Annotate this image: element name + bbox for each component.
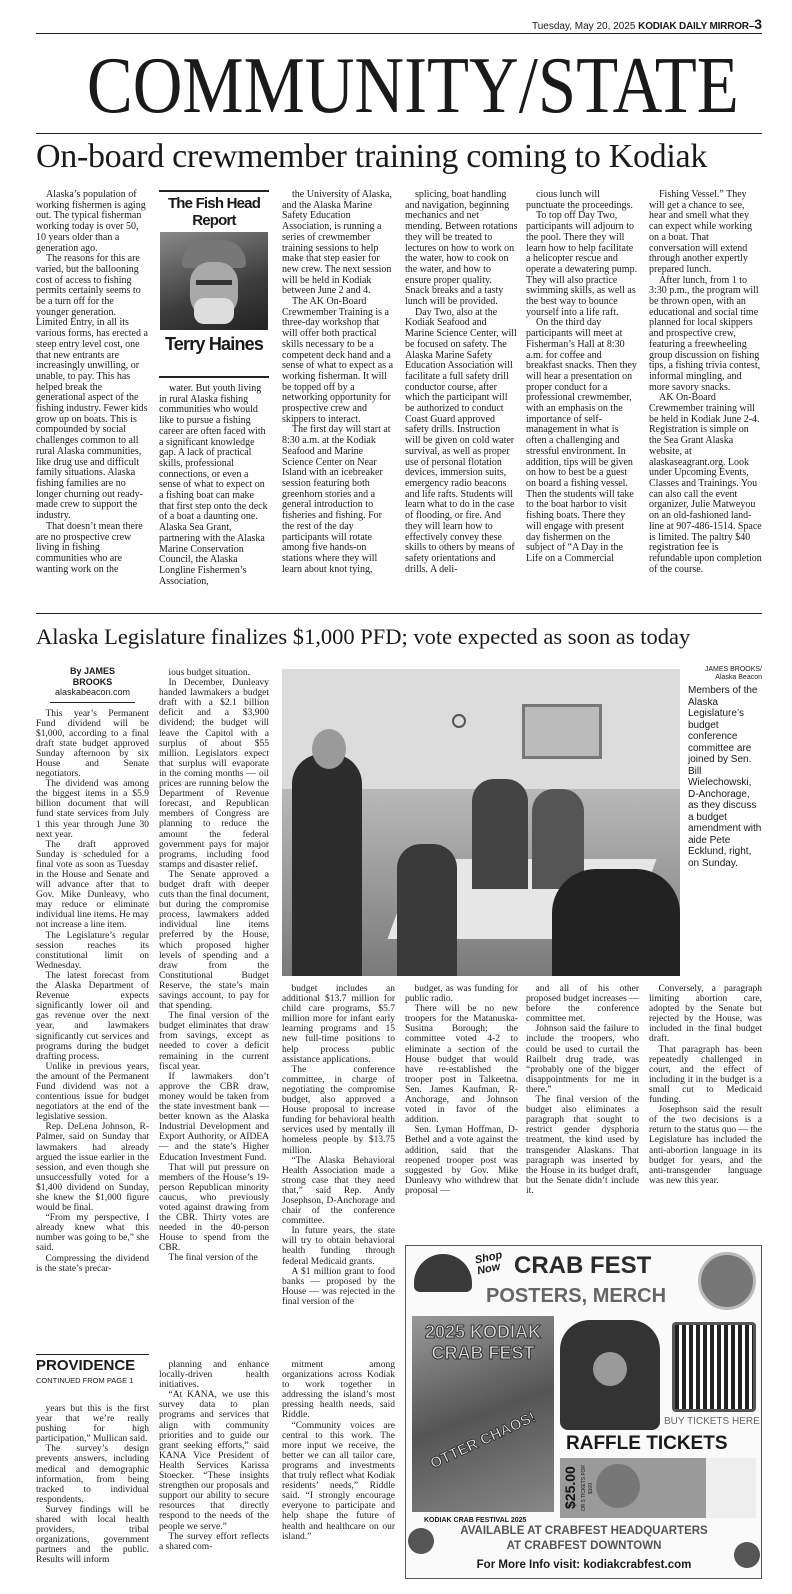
page-number: 3 xyxy=(754,16,762,32)
paragraph: If lawmakers don’t approve the CBR draw, money would be taken from the state investment bank — better known as the Alaska Industrial Development and Export Authority, or AIDEA — and the state’s Higher Education Investment Fund. xyxy=(159,1071,269,1163)
photo-caption xyxy=(688,666,762,869)
paragraph: The reasons for this are varied, but the ballooning cost of access to fishing permits certainly seems to be a turn off for the younger generation. Limited Entry, in all its various forms, has erected a steep entry level cost, one that new entrants are increasingly unwilling, or unable, to pay. This has helped break the generational aspect of the fishing industry. Fewer kids grow up on boats. This is compounded by social challenges common to all rural Alaska communities, like drug use and difficult family situations. Alaska fishing families are no longer churning out ready-made crew to support the industry. xyxy=(36,253,148,522)
downtown-line: AT CRABFEST DOWNTOWN xyxy=(506,1540,662,1552)
buy-tickets-link[interactable]: BUY TICKETS HERE xyxy=(664,1416,760,1427)
author: By JAMES BROOKS xyxy=(69,666,115,687)
paragraph: mitment among organizations across Kodiak to work together in addressing the island’s most pressing health needs, said Riddle. xyxy=(282,1360,395,1421)
article-column xyxy=(405,984,518,1196)
paragraph: The latest forecast from the Alaska Department of Revenue expects significantly lower oil and gas revenue over the next year, and lawmakers significantly cut services and programs during the budget drafting process. xyxy=(36,970,149,1062)
article-column xyxy=(159,384,269,587)
photo-credit: JAMES BROOKS/ Alaska Beacon xyxy=(704,666,762,681)
providence-header xyxy=(36,1356,149,1386)
paragraph: In future years, the state will try to obtain behavioral health funding through federal Medicaid grants. xyxy=(282,1226,395,1267)
paragraph: Alaska’s population of working fishermen is aging out. The typical fisherman working today is over 50, 10 years older than a generation ago. xyxy=(36,189,146,254)
paragraph: the University of Alaska, and the Alaska Marine Safety Education Association, is running a series of crewmember training sessions to help make that step easier for new crew. The next session will be held in Kodiak between June 2 and 4. xyxy=(282,189,392,297)
qr-code[interactable] xyxy=(672,1322,756,1412)
paragraph: The survey’s design prevents answers, including medical and demographic information, from being tracked to individual respondents. xyxy=(36,1444,149,1505)
kicker: PROVIDENCE xyxy=(36,1357,136,1374)
article-column xyxy=(526,190,639,565)
paper-name: KODIAK DAILY MIRROR xyxy=(638,21,749,32)
paragraph: Johnson said the failure to include the troopers, who could be used to curtail the Railbelt drug trade, was “probably one of the bigger disappointments for me in there.” xyxy=(526,1024,639,1095)
paragraph: That doesn’t mean there are no prospective crew living in fishing communities who are wanting work on the xyxy=(36,520,143,575)
paragraph: Unlike in previous years, the amount of the Permanent Fund dividend was not a contentious issue for budget negotiators at the end of the legislative session. xyxy=(36,1061,149,1123)
ad-subtitle: POSTERS, MERCH xyxy=(486,1285,667,1307)
caption-text: Members of the Alaska Legislature’s budget conference committee are joined by Sen. Bill Wielechowski, D-Anchorage, as they discuss a budget amendment with aide Pete Ecklund, right, on Sunday. xyxy=(688,685,762,869)
columnist-name: Terry Haines xyxy=(164,334,264,354)
paragraph: Conversely, a paragraph limiting abortion care, adopted by the Senate but rejected by the House, was included in the final budget draft. xyxy=(649,984,762,1045)
paragraph: Sen. Lyman Hoffman, D-Bethel and a vote against the addition, said that the reopened trooper post was suggested by Gov. Mike Dunleavy who withdrew that proposal — xyxy=(405,1125,518,1196)
headline-pfd: Alaska Legislature finalizes $1,000 PFD; vote expected as soon as today xyxy=(36,624,691,649)
byline xyxy=(50,666,135,703)
paragraph: “The Alaska Behavioral Health Association made a strong case that they need that,” said Rep. Andy Josephson, D-Anchorage and chair of the conference committee. xyxy=(282,1155,395,1227)
paragraph: splicing, boat handling and navigation, beginning mechanics and net mending. Between rotations they will be treated to lectures on how to work on the water, how to cook on the water, and how to ensure proper quality. Snack breaks and a tasty lunch will be provided. xyxy=(405,189,518,308)
paragraph: and all of his other proposed budget increases — before the conference committee met. xyxy=(526,984,639,1025)
paragraph: The final version of the budget eliminates that draw from savings, except as needed to cover a deficit remaining in the current fiscal year. xyxy=(159,1011,269,1072)
crab-icon xyxy=(408,1528,434,1554)
paragraph: In December, Dunleavy handed lawmakers a budget draft with a $2.1 billion deficit and a $3,900 dividend; the budget will leave the Capitol with a surplus of about $55 million. Legislators expect that surplus will evaporate in the coming months — oil prices are running below the Department of Revenue forecast, and Republican members of Congress are planning to reduce the amount the federal government pays for major programs, including food stamps and disaster relief. xyxy=(159,678,269,870)
ad-title: CRAB FEST xyxy=(514,1252,652,1279)
paragraph: The final version of the xyxy=(168,1253,258,1264)
paragraph: The first day will start at 8:30 a.m. at the Kodiak Seafood and Marine Science Center on Near Island with an icebreaker session featuring both greenhorn stories and a general introduction to fisheries and fishing. For the rest of the day participants will rotate among five hands-on stations where they will learn about knot tying, xyxy=(282,424,391,575)
paragraph: Josephson said the result of the two decisions is a return to the status quo — the Legislature has included the anti-abortion language in its budget for years, and the anti-transgender language was new this year. xyxy=(649,1105,762,1186)
paragraph: cious lunch will punctuate the proceedings. xyxy=(526,189,633,211)
article-text xyxy=(36,709,149,1274)
article-column xyxy=(526,984,639,1196)
article-column xyxy=(649,984,762,1186)
paragraph: Compressing the dividend is the state’s precar- xyxy=(36,1253,149,1274)
paragraph: “Community voices are central to this work. The more input we receive, the better we can all tailor care, programs and investments that truly reflect what Kodiak residents’ needs,” Riddle said. “I strongly encourage everyone to participate and help shape the future of health and healthcare on our island.” xyxy=(282,1420,395,1542)
article-column xyxy=(649,190,762,575)
issue-date: Tuesday, May 20, 2025 xyxy=(531,21,636,32)
paragraph: The final version of the budget also eliminates a paragraph that sought to restrict gender dysphoria treatment, the kind used by transgender Alaskans. That paragraph was inserted by the House in its budget draft, but the Senate didn’t include it. xyxy=(526,1095,639,1196)
jump-line: CONTINUED FROM PAGE 1 xyxy=(36,1376,134,1385)
paragraph: The conference committee, in charge of negotiating the compromise budget, also approved a House proposal to increase funding for behavioral health services used by mentally ill homeless people by $13.75 million. xyxy=(282,1064,395,1156)
paragraph: years but this is the first year that we’re really pushing for high participation,” Mullican said. xyxy=(36,1404,149,1445)
paragraph: “From my perspective, I already knew what this number was going to be,” she said. xyxy=(36,1213,149,1254)
article-column-first xyxy=(36,666,149,1274)
crab-icon xyxy=(734,1542,760,1568)
ticket-price-note: OR 5 TICKETS FOR $100 xyxy=(581,1464,594,1512)
paragraph: The dividend was among the biggest items in a $5.9 billion document that will fund state services from July 1 this year through June 30 next year. xyxy=(36,779,149,840)
poster-title: 2025 KODIAK CRAB FEST xyxy=(424,1322,542,1363)
ticket-price: $25.00 xyxy=(562,1466,578,1510)
page-folio: Tuesday, May 20, 2025 KODIAK DAILY MIRROR–3 xyxy=(36,16,762,34)
paragraph: budget includes an additional $13.7 million for child care programs, $5.7 million more for infant early learning programs and 15 new full-time positions to help process public assistance applications. xyxy=(282,984,395,1065)
paragraph: Rep. DeLena Johnson, R-Palmer, said on Sunday that lawmakers had already argued the issue earlier in the session, and even though she unsuccessfully voted for a $1,400 dividend on Sunday, she knew the $1,000 figure would be final. xyxy=(36,1122,149,1214)
paragraph: This year’s Permanent Fund dividend will be $1,000, according to a final draft state budget approved Sunday afternoon by six House and Senate negotiators. xyxy=(36,708,149,780)
article-column xyxy=(36,1404,149,1566)
article-column xyxy=(159,1360,269,1552)
paragraph: water. But youth living in rural Alaska fishing communities who would like to pursue a fishing career are often faced with a significant knowledge gap. A lack of practical skills, professional connections, or even a sense of what to expect on a fishing boat can make that first step onto the deck of a boat a daunting one. Alaska Sea Grant, partnering with the Alaska Marine Conservation Council, the Alaska Longline Fishermen’s Association, xyxy=(159,383,268,587)
column-title: The Fish Head Report xyxy=(167,195,261,229)
paragraph: The survey effort reflects a shared com- xyxy=(159,1531,269,1552)
shop-now: Shop Now xyxy=(473,1249,504,1278)
columnist-box xyxy=(159,190,269,378)
section-title: COMMUNITY/STATE xyxy=(86,42,739,130)
paragraph: That will put pressure on members of the House’s 19-person Republican minority caucus, who previously voted against drawing from the CBR. Thirty votes are needed in the 40-person House to spend from the CBR. xyxy=(159,1162,269,1254)
paragraph: On the third day participants will meet at Fisherman’s Hall at 8:30 a.m. for coffee and breakfast snacks. Then they will hear a presentation on proper conduct for a professional crewmember, with an emphasis on the importance of self-management in what is often a challenging and stressful environment. In addition, tips will be given on how to best be a guest on board a fishing vessel. Then the students will take to the boat harbor to visit fishing boats. There they will engage with present day fishermen on the subject of “A Day in the Life on a Commercial xyxy=(526,317,637,564)
website-link[interactable]: For More Info visit: kodiakcrabfest.com xyxy=(476,1559,692,1571)
crabfest-ad[interactable] xyxy=(405,1245,762,1579)
source: alaskabeacon.com xyxy=(54,687,131,697)
divider xyxy=(36,133,762,134)
paragraph: After lunch, from 1 to 3:30 p.m., the program will be thrown open, with an educational and social time planned for local skippers and prospective crew, featuring a freewheeling group discussion on fishing tips, a fishing trivia contest, informal mingling, and more savory snacks. xyxy=(649,274,761,393)
paragraph: There will be no new troopers for the Matanuska-Susitna Borough; the committee voted 4-2 to eliminate a section of the House budget that would have re-established the trooper post in Talkeetna. Sen. James Kaufman, R-Anchorage, and Johnson voted in favor of the addition. xyxy=(405,1004,518,1126)
cap-image xyxy=(414,1254,472,1292)
hoodie-image xyxy=(560,1320,660,1430)
article-column xyxy=(159,668,269,1264)
availability-line: AVAILABLE AT CRABFEST HEADQUARTERS xyxy=(460,1525,708,1537)
paragraph: AK On-Board Crewmember training will be held in Kodiak June 2-4. Registration is simple on the Sea Grant Alaska website, at alaskaseagrant.org. Look under Upcoming Events, Classes and Trainings. You can also call the event organizer, Julie Matweyou on an old-fashioned land-line at 907-486-1514. Space is limited. The paltry $40 registration fee is refundable upon completion of the course. xyxy=(649,392,762,575)
paragraph: planning and enhance locally-driven health initiatives. xyxy=(159,1360,269,1391)
article-column xyxy=(405,190,518,575)
crabfest-logo xyxy=(698,1252,756,1310)
article-column xyxy=(282,190,395,575)
paragraph: “At KANA, we use this survey data to plan programs and services that align with community priorities and to guide our grant seeking efforts,” said KANA Vice President of Health Services Karissa Stoecker. “These insights strengthen our proposals and support our ability to secure resources that directly respond to the needs of the people we serve.” xyxy=(159,1390,269,1532)
raffle-title: RAFFLE TICKETS xyxy=(566,1433,728,1454)
paragraph: The draft approved Sunday is scheduled for a final vote as soon as Tuesday in the House and Senate and will advance after that to Gov. Mike Dunleavy, who may reduce or eliminate individual line items. He may not increase a line item. xyxy=(36,839,149,931)
paragraph: Survey findings will be shared with local health providers, tribal organizations, government partners and the public. Results will inform xyxy=(36,1504,149,1566)
paragraph: ious budget situation. xyxy=(168,668,251,678)
divider xyxy=(36,613,762,614)
raffle-ticket xyxy=(560,1458,756,1518)
legislature-photo xyxy=(282,669,680,976)
paragraph: The Senate approved a budget draft with deeper cuts than the final document, but during the compromise process, lawmakers added individual line items preferred by the House, which proposed higher levels of spending and a draw from the Constitutional Budget Reserve, the state’s main savings account, to pay for that spending. xyxy=(159,869,270,1012)
columnist-photo xyxy=(160,232,268,330)
headline-crew-training: On-board crewmember training coming to Kodiak xyxy=(36,138,708,175)
divider xyxy=(36,1354,149,1355)
poster-art-text: OTTER CHAOS! xyxy=(427,1408,539,1473)
article-column xyxy=(36,190,149,575)
paragraph: A $1 million grant to food banks — proposed by the House — was rejected in the final version of the xyxy=(282,1266,395,1307)
festival-poster xyxy=(412,1316,554,1512)
paragraph: The AK On-Board Crewmember Training is a three-day workshop that will offer both practical skills necessary to be a competent deck hand and a sense of what to expect as a working fisherman. It will be topped off by a networking opportunity for prospective crew and skippers to interact. xyxy=(282,296,394,425)
paragraph: Day Two, also at the Kodiak Seafood and Marine Science Center, will be focused on safety. The Alaska Marine Safety Education Association will facilitate a full safety drill conductor course, after which the participant will be authorized to conduct Coast Guard approved safety drills. Instruction will be given on cold water survival, as well as proper use of personal flotation devices, immersion suits, emergency radio beacons and life rafts. Students will learn what to do in the case of flooding, or fire. And they will learn how to effectively convey these skills to others by means of safety orientations and drills. A deli- xyxy=(405,306,517,575)
paragraph: Fishing Vessel.” They will get a chance to see, hear and smell what they can expect while working on a boat. That conversation will extend through another expertly prepared lunch. xyxy=(649,189,753,275)
article-column xyxy=(282,984,395,1307)
paragraph: budget, as was funding for public radio. xyxy=(405,984,518,1005)
poster-caption: KODIAK CRAB FESTIVAL 2025 xyxy=(424,1517,527,1524)
paragraph: The Legislature’s regular session reaches its constitutional limit on Wednesday. xyxy=(36,930,149,971)
paragraph: To top off Day Two, participants will adjourn to the pool. There they will learn how to help facilitate a helicopter rescue and operate a dewatering pump. They will also practice swimming skills, as well as the best way to bounce yourself into a life raft. xyxy=(526,210,638,318)
paragraph: That paragraph has been repeatedly challenged in court, and the effect of including it in the budget is a small cut to Medicaid funding. xyxy=(649,1044,762,1106)
article-column xyxy=(282,1360,395,1542)
